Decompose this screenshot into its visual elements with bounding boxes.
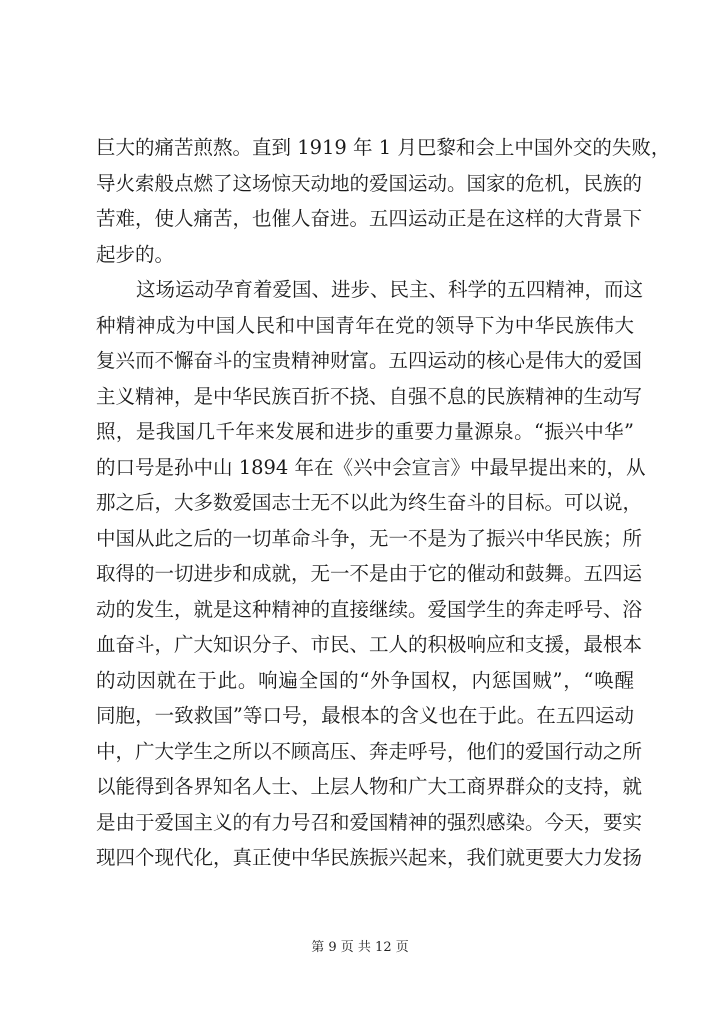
text-line: 中国从此之后的一切革命斗争，无一不是为了振兴中华民族；所 [96, 526, 643, 550]
text-line: 那之后，大多数爱国志士无不以此为终生奋斗的目标。可以说， [96, 491, 643, 514]
text-line: 导火索般点燃了这场惊天动地的爱国运动。国家的危机，民族的 [96, 171, 643, 195]
text-line: 同胞，一致救国”等口号，最根本的含义也在于此。在五四运动 [96, 704, 634, 727]
text-line: 的口号是孙中山 1894 年在《兴中会宣言》中最早提出来的，从 [96, 455, 646, 479]
paragraph-1 [96, 130, 671, 272]
text-line: 以能得到各界知名人士、上层人物和广大工商界群众的支持，就 [96, 775, 643, 798]
text-line: 这场运动孕育着爱国、进步、民主、科学的五四精神，而这 [136, 278, 644, 301]
body-text [96, 130, 671, 876]
text-line: 是由于爱国主义的有力号召和爱国精神的强烈感染。今天，要实 [96, 810, 643, 834]
text-line: 巨大的痛苦煎熬。直到 1919 年 1 月巴黎和会上中国外交的失败， [96, 136, 671, 159]
text-line: 主义精神，是中华民族百折不挠、自强不息的民族精神的生动写 [96, 384, 643, 408]
text-line: 起步的。 [96, 242, 175, 266]
text-line: 复兴而不懈奋斗的宝贵精神财富。五四运动的核心是伟大的爱国 [96, 349, 643, 372]
text-line: 中，广大学生之所以不顾高压、奔走呼号，他们的爱国行动之所 [96, 739, 643, 763]
text-line: 现四个现代化，真正使中华民族振兴起来，我们就更要大力发扬 [96, 846, 643, 869]
text-line: 血奋斗，广大知识分子、市民、工人的积极响应和支援，最根本 [96, 633, 643, 656]
text-line: 种精神成为中国人民和中国青年在党的领导下为中华民族伟大 [96, 313, 634, 337]
text-line: 照，是我国几千年来发展和进步的重要力量源泉。“振兴中华” [96, 420, 634, 443]
text-line: 取得的一切进步和成就，无一不是由于它的催动和鼓舞。五四运 [96, 562, 643, 585]
paragraph-2 [96, 272, 646, 876]
text-line: 的动因就在于此。响遍全国的“外争国权，内惩国贼”，“唤醒 [96, 668, 634, 692]
text-line: 苦难，使人痛苦，也催人奋进。五四运动正是在这样的大背景下 [96, 207, 643, 230]
text-line: 动的发生，就是这种精神的直接继续。爱国学生的奔走呼号、浴 [96, 597, 643, 621]
page-number-footer: 第 9 页 共 12 页 [311, 940, 409, 955]
